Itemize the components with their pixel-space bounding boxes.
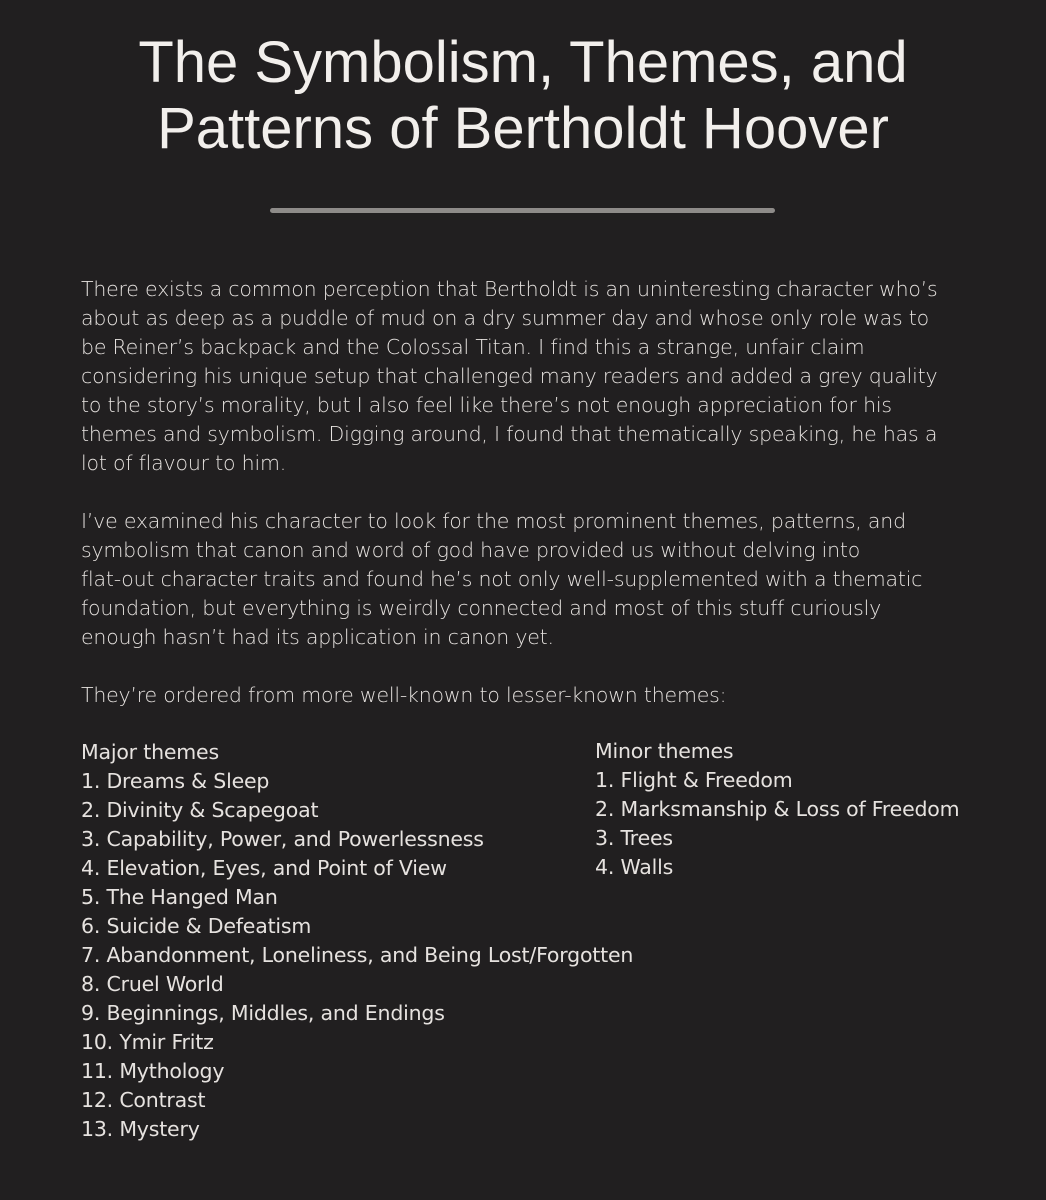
paragraph-line: symbolism that canon and word of god have provided us without delving into — [81, 538, 861, 562]
list-item: 7. Abandonment, Loneliness, and Being Lost/Forgotten — [81, 943, 634, 967]
list-item: 10. Ymir Fritz — [81, 1030, 214, 1054]
paragraph-line: foundation, but everything is weirdly connected and most of this stuff curiously — [81, 596, 882, 620]
intro-paragraph-3 — [81, 681, 981, 710]
major-themes-heading: Major themes — [81, 740, 219, 764]
paragraph-line: be Reiner’s backpack and the Colossal Titan. I find this a strange, unfair claim — [81, 335, 865, 359]
list-item: 11. Mythology — [81, 1059, 225, 1083]
title-line-2: Patterns of Bertholdt Hoover — [157, 96, 889, 161]
paragraph-line: about as deep as a puddle of mud on a dry summer day and whose only role was to — [81, 306, 929, 330]
list-item: 2. Marksmanship & Loss of Freedom — [595, 797, 960, 821]
list-item: 1. Dreams & Sleep — [81, 769, 270, 793]
list-item: 6. Suicide & Defeatism — [81, 914, 312, 938]
title-line-1: The Symbolism, Themes, and — [138, 30, 908, 95]
list-item: 8. Cruel World — [81, 972, 224, 996]
list-item: 2. Divinity & Scapegoat — [81, 798, 319, 822]
intro-paragraph-2 — [81, 507, 981, 652]
paragraph-line: themes and symbolism. Digging around, I found that thematically speaking, he has a — [81, 422, 938, 446]
intro-paragraph-1 — [81, 275, 981, 478]
list-item: 13. Mystery — [81, 1117, 200, 1141]
paragraph-line: They’re ordered from more well-known to lesser-known themes: — [81, 683, 727, 707]
list-item: 4. Walls — [595, 855, 674, 879]
minor-themes-heading: Minor themes — [595, 739, 734, 763]
paragraph-line: to the story’s morality, but I also feel like there’s not enough appreciation for his — [81, 393, 892, 417]
list-item: 1. Flight & Freedom — [595, 768, 793, 792]
paragraph-line: considering his unique setup that challenged many readers and added a grey quality — [81, 364, 938, 388]
list-item: 3. Trees — [595, 826, 673, 850]
list-item: 4. Elevation, Eyes, and Point of View — [81, 856, 447, 880]
minor-themes-list — [595, 737, 959, 882]
page-title — [0, 30, 1046, 162]
title-divider — [270, 208, 775, 213]
major-themes-list — [81, 738, 633, 1144]
list-item: 12. Contrast — [81, 1088, 206, 1112]
paragraph-line: flat-out character traits and found he’s not only well-supplemented with a thematic — [81, 567, 923, 591]
list-item: 3. Capability, Power, and Powerlessness — [81, 827, 484, 851]
paragraph-line: There exists a common perception that Bertholdt is an uninteresting character who’s — [81, 277, 938, 301]
paragraph-line: lot of flavour to him. — [81, 451, 287, 475]
paragraph-line: I’ve examined his character to look for the most prominent themes, patterns, and — [81, 509, 906, 533]
list-item: 9. Beginnings, Middles, and Endings — [81, 1001, 445, 1025]
list-item: 5. The Hanged Man — [81, 885, 278, 909]
paragraph-line: enough hasn’t had its application in canon yet. — [81, 625, 554, 649]
